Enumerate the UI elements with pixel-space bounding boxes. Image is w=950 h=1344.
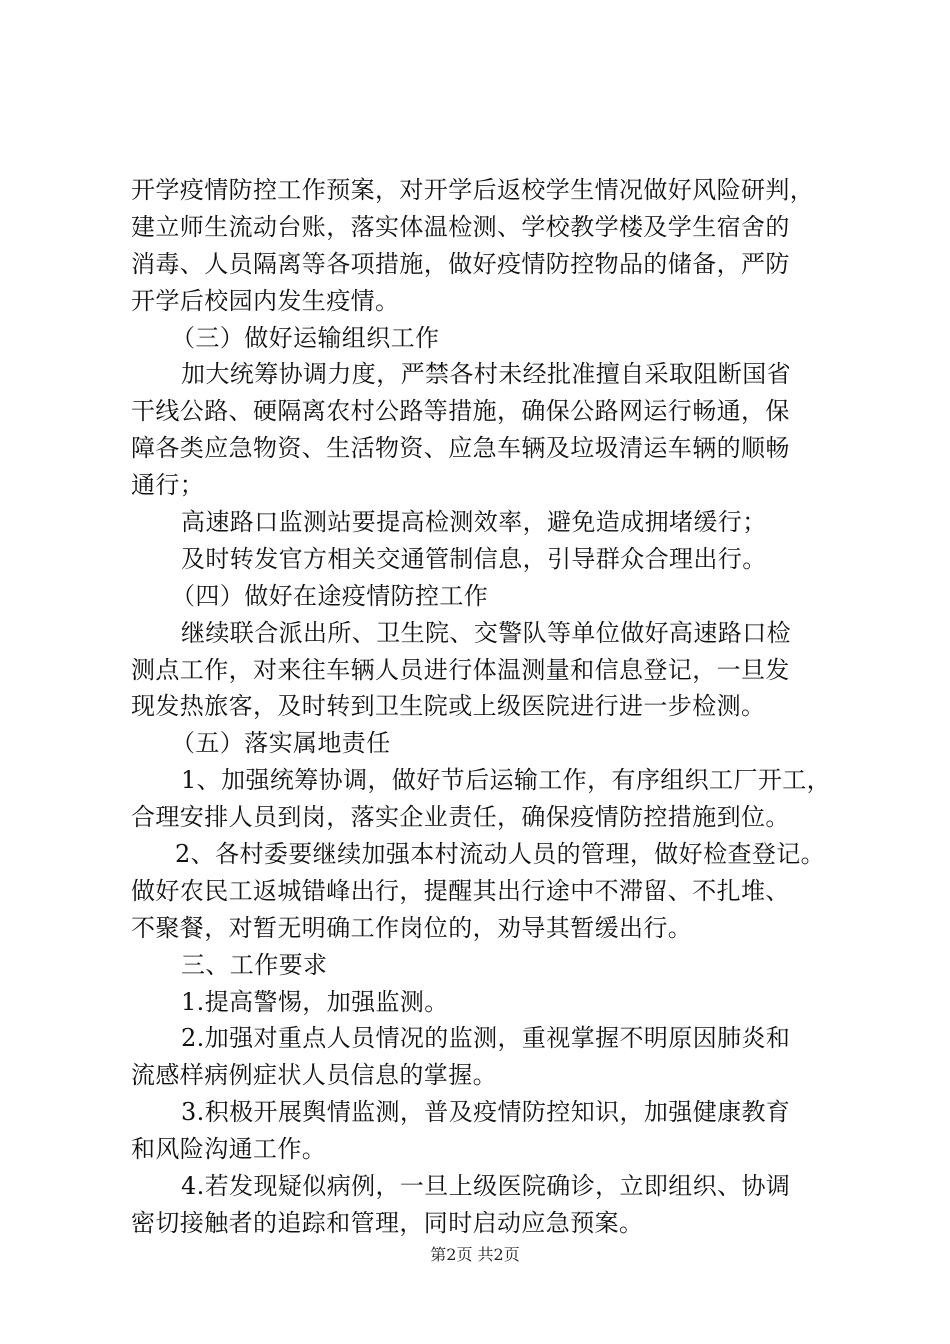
body-line: 2、各村委要继续加强本村流动人员的管理，做好检查登记。 — [175, 840, 826, 869]
body-line: 通行； — [131, 471, 205, 500]
body-line: 做好农民工返城错峰出行，提醒其出行途中不滞留、不扎堆、 — [131, 876, 790, 905]
body-line: 建立师生流动台账，落实体温检测、学校教学楼及学生宿舍的 — [131, 212, 790, 241]
body-line: 干线公路、硬隔离农村公路等措施，确保公路网运行畅通，保 — [131, 397, 790, 426]
body-line: 合理安排人员到岗，落实企业责任，确保疫情防控措施到位。 — [131, 803, 790, 832]
section-heading: （五）落实属地责任 — [171, 729, 391, 758]
body-line: 继续联合派出所、卫生院、交警队等单位做好高速路口检 — [181, 618, 791, 647]
body-line: 和风险沟通工作。 — [131, 1135, 327, 1164]
body-line: 障各类应急物资、生活物资、应急车辆及垃圾清运车辆的顺畅 — [131, 434, 790, 463]
body-line: 密切接触者的追踪和管理，同时启动应急预案。 — [131, 1208, 644, 1237]
body-line: 消毒、人员隔离等各项措施，做好疫情防控物品的储备，严防 — [131, 249, 790, 278]
body-line: 2.加强对重点人员情况的监测，重视掌握不明原因肺炎和 — [181, 1024, 791, 1053]
body-line: 及时转发官方相关交通管制信息，引导群众合理出行。 — [181, 544, 767, 573]
body-line: 1、加强统筹协调，做好节后运输工作，有序组织工厂开工， — [181, 766, 832, 795]
section-heading: 三、工作要求 — [181, 950, 328, 979]
body-line: 测点工作，对来往车辆人员进行体温测量和信息登记，一旦发 — [131, 655, 790, 684]
page-number-footer: 第2页 共2页 — [430, 1245, 520, 1264]
body-line: 开学后校园内发生疫情。 — [131, 286, 400, 315]
body-line: 高速路口监测站要提高检测效率，避免造成拥堵缓行； — [181, 508, 767, 537]
body-line: 1.提高警惕，加强监测。 — [181, 987, 449, 1016]
body-line: 开学疫情防控工作预案，对开学后返校学生情况做好风险研判， — [131, 176, 815, 204]
body-line: 加大统筹协调力度，严禁各村未经批准擅自采取阻断国省 — [181, 360, 791, 389]
body-line: 流感样病例症状人员信息的掌握。 — [131, 1061, 497, 1090]
section-heading: （三）做好运输组织工作 — [171, 323, 440, 352]
document-body — [131, 172, 831, 1242]
body-line: 3.积极开展舆情监测，普及疫情防控知识，加强健康教育 — [181, 1098, 791, 1127]
section-heading: （四）做好在途疫情防控工作 — [171, 581, 489, 610]
body-line: 4.若发现疑似病例，一旦上级医院确诊，立即组织、协调 — [181, 1172, 791, 1201]
body-line: 不聚餐，对暂无明确工作岗位的，劝导其暂缓出行。 — [131, 913, 693, 942]
body-line: 现发热旅客，及时转到卫生院或上级医院进行进一步检测。 — [131, 692, 766, 721]
